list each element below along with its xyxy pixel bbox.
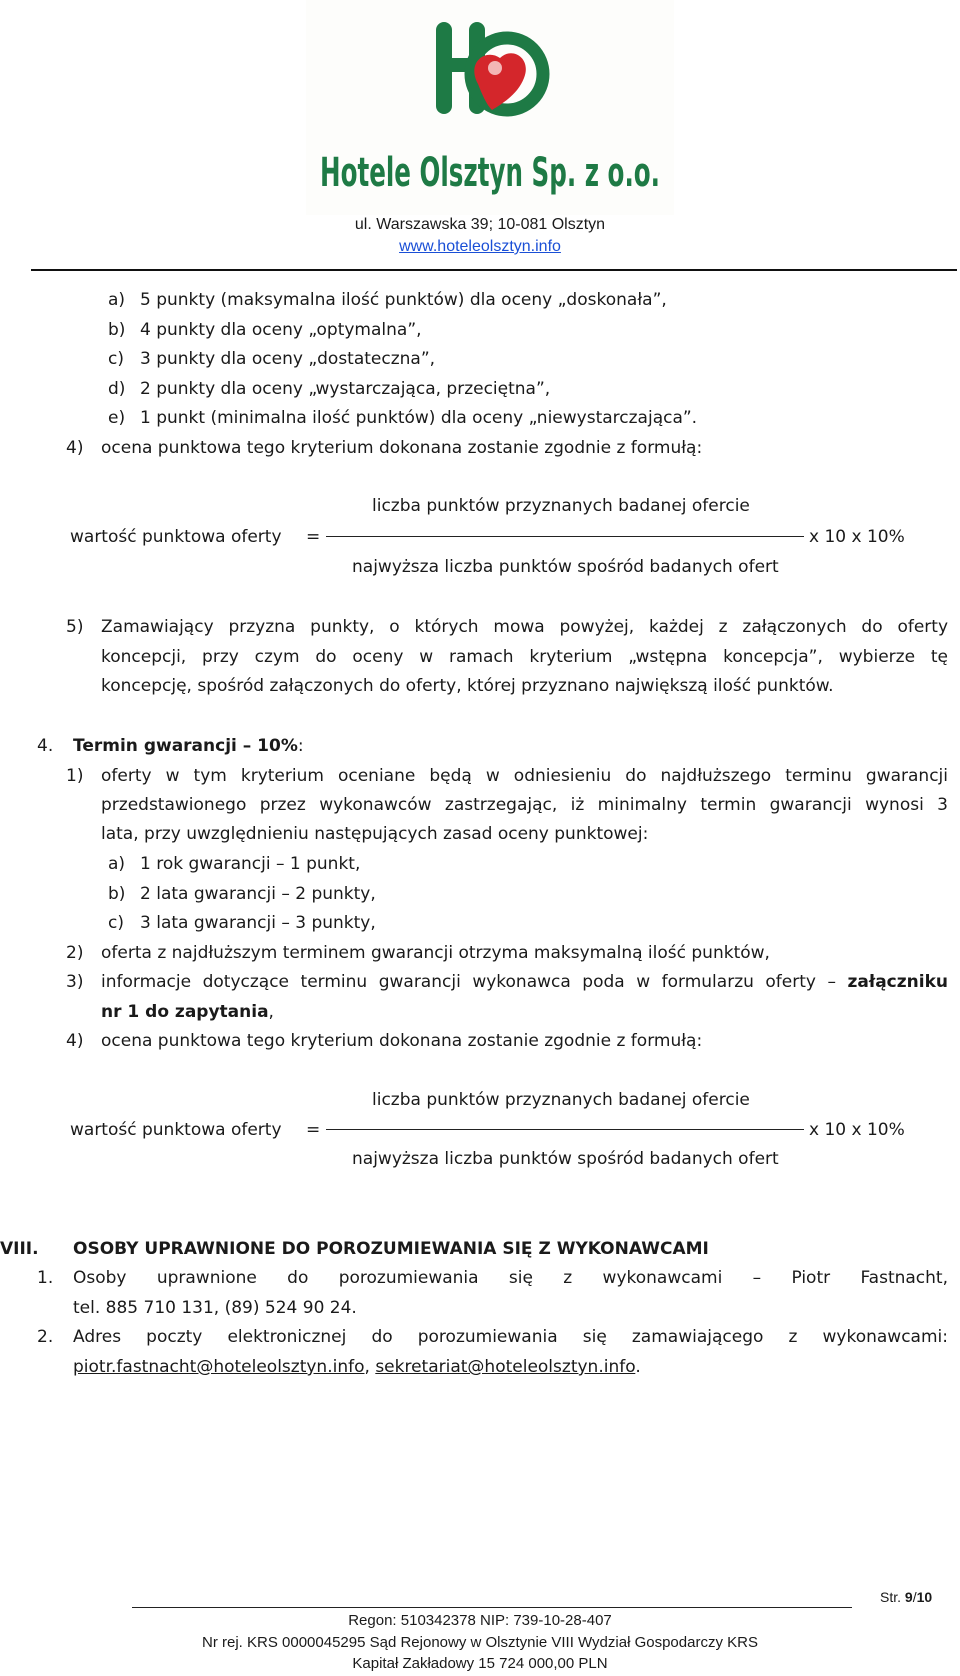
- section-title-colon: :: [297, 736, 304, 756]
- paragraph-line: koncepcję, spośród załączonych do oferty, której przyznano największą ilość punktów.: [101, 676, 834, 696]
- list-item: 1 rok gwarancji – 1 punkt,: [140, 854, 361, 874]
- list-marker: 3): [66, 972, 84, 992]
- email-separator: ,: [364, 1357, 376, 1377]
- list-item: 3 punkty dla oceny „dostateczna”,: [140, 349, 436, 369]
- list-marker: 2): [66, 943, 84, 963]
- formula-numerator: liczba punktów przyznanych badanej ofercie: [372, 1090, 750, 1110]
- paragraph-line: oferty w tym kryterium oceniane będą w odniesieniu do najdłuższego terminu gwarancji: [101, 766, 948, 786]
- fraction-bar: [326, 1129, 804, 1130]
- paragraph-line: Osoby uprawnione do porozumiewania się z wykonawcami – Piotr Fastnacht,: [73, 1268, 948, 1288]
- footer-divider: [132, 1607, 852, 1608]
- company-name-wordmark: Hotele Olsztyn Sp. z o.o.: [320, 150, 660, 196]
- page-total: 10: [916, 1589, 933, 1605]
- list-marker: 1): [66, 766, 84, 786]
- list-marker: c): [108, 349, 124, 369]
- email-link-sekretariat[interactable]: sekretariat@hoteleolsztyn.info: [375, 1357, 636, 1377]
- formula-multiplier: x 10 x 10%: [809, 1120, 905, 1140]
- page-number: [880, 1589, 932, 1605]
- section-number: 4.: [37, 736, 54, 756]
- list-marker: d): [108, 379, 126, 399]
- list-item: 5 punkty (maksymalna ilość punktów) dla oceny „doskonała”,: [140, 290, 667, 310]
- company-logo: [306, 0, 674, 215]
- email-end: .: [635, 1357, 641, 1377]
- formula-equals: =: [306, 1120, 321, 1140]
- list-item: ocena punktowa tego kryterium dokonana zostanie zgodnie z formułą:: [101, 1031, 703, 1051]
- footer-krs: Nr rej. KRS 0000045295 Sąd Rejonowy w Olsztynie VIII Wydział Gospodarczy KRS: [202, 1634, 758, 1651]
- paragraph-line: [101, 972, 948, 992]
- paragraph-line: koncepcji, przy czym do oceny w ramach kryterium „wstępna koncepcja”, wybierze tę: [101, 647, 948, 667]
- list-item: 1 punkt (minimalna ilość punktów) dla oceny „niewystarczająca”.: [140, 408, 698, 428]
- paragraph-line: tel. 885 710 131, (89) 524 90 24.: [73, 1298, 357, 1318]
- paragraph-line: lata, przy uwzględnieniu następujących zasad oceny punktowej:: [101, 824, 649, 844]
- formula-equals: =: [306, 527, 321, 547]
- section-title: OSOBY UPRAWNIONE DO POROZUMIEWANIA SIĘ Z WYKONAWCAMI: [73, 1239, 709, 1259]
- list-marker: c): [108, 913, 124, 933]
- list-marker: 4): [66, 1031, 84, 1051]
- header-divider: [31, 269, 957, 271]
- list-item: 2 lata gwarancji – 2 punkty,: [140, 884, 376, 904]
- p3-bold-attachment-no: nr 1 do zapytania: [101, 1002, 269, 1022]
- page-sep: /: [912, 1589, 917, 1605]
- formula-lhs: wartość punktowa oferty: [70, 1120, 282, 1140]
- section-title: [73, 736, 304, 756]
- website-link[interactable]: www.hoteleolsztyn.info: [399, 238, 561, 255]
- email-line: [73, 1357, 641, 1377]
- paragraph-line: przedstawionego przez wykonawców zastrzegając, iż minimalny termin gwarancji wynosi 3: [101, 795, 948, 815]
- formula-denominator: najwyższa liczba punktów spośród badanych ofert: [352, 1149, 779, 1169]
- company-address: ul. Warszawska 39; 10-081 Olsztyn: [354, 216, 606, 233]
- formula-multiplier: x 10 x 10%: [809, 527, 905, 547]
- page-current: 9: [904, 1589, 913, 1605]
- formula-denominator: najwyższa liczba punktów spośród badanych ofert: [352, 557, 779, 577]
- footer-regon: Regon: 510342378 NIP: 739-10-28-407: [348, 1612, 612, 1629]
- section-title-text: Termin gwarancji – 10%: [73, 736, 298, 756]
- hotel-logo-graphic: [306, 0, 674, 215]
- list-marker: 4): [66, 438, 84, 458]
- p3-text: informacje dotyczące terminu gwarancji wykonawca poda w formularzu oferty –: [101, 972, 836, 992]
- fraction-bar: [326, 536, 804, 537]
- list-marker: e): [108, 408, 126, 428]
- list-marker: 5): [66, 617, 84, 637]
- paragraph-line: Adres poczty elektronicznej do porozumiewania się zamawiającego z wykonawcami:: [73, 1327, 948, 1347]
- company-website-link[interactable]: [0, 238, 960, 256]
- section-number: VIII.: [0, 1239, 39, 1259]
- p3-bold-attachment: załączniku: [847, 972, 948, 992]
- formula-numerator: liczba punktów przyznanych badanej ofercie: [372, 496, 750, 516]
- list-marker: a): [108, 854, 126, 874]
- email-link-piotr[interactable]: piotr.fastnacht@hoteleolsztyn.info: [73, 1357, 365, 1377]
- list-marker: 1.: [37, 1268, 54, 1288]
- page-label: Str.: [880, 1589, 902, 1605]
- list-marker: 2.: [37, 1327, 54, 1347]
- list-item: 3 lata gwarancji – 3 punkty,: [140, 913, 376, 933]
- list-item: 4 punkty dla oceny „optymalna”,: [140, 320, 422, 340]
- list-item: 2 punkty dla oceny „wystarczająca, przeciętna”,: [140, 379, 551, 399]
- formula-lhs: wartość punktowa oferty: [70, 527, 282, 547]
- paragraph-line: [101, 1002, 274, 1022]
- list-marker: b): [108, 884, 126, 904]
- list-marker: b): [108, 320, 126, 340]
- footer-capital: Kapitał Zakładowy 15 724 000,00 PLN: [352, 1655, 608, 1672]
- list-item: ocena punktowa tego kryterium dokonana zostanie zgodnie z formułą:: [101, 438, 703, 458]
- paragraph-line: Zamawiający przyzna punkty, o których mowa powyżej, każdej z załączonych do oferty: [101, 617, 948, 637]
- list-item: oferta z najdłuższym terminem gwarancji otrzyma maksymalną ilość punktów,: [101, 943, 770, 963]
- list-marker: a): [108, 290, 126, 310]
- p3-tail: ,: [268, 1002, 274, 1022]
